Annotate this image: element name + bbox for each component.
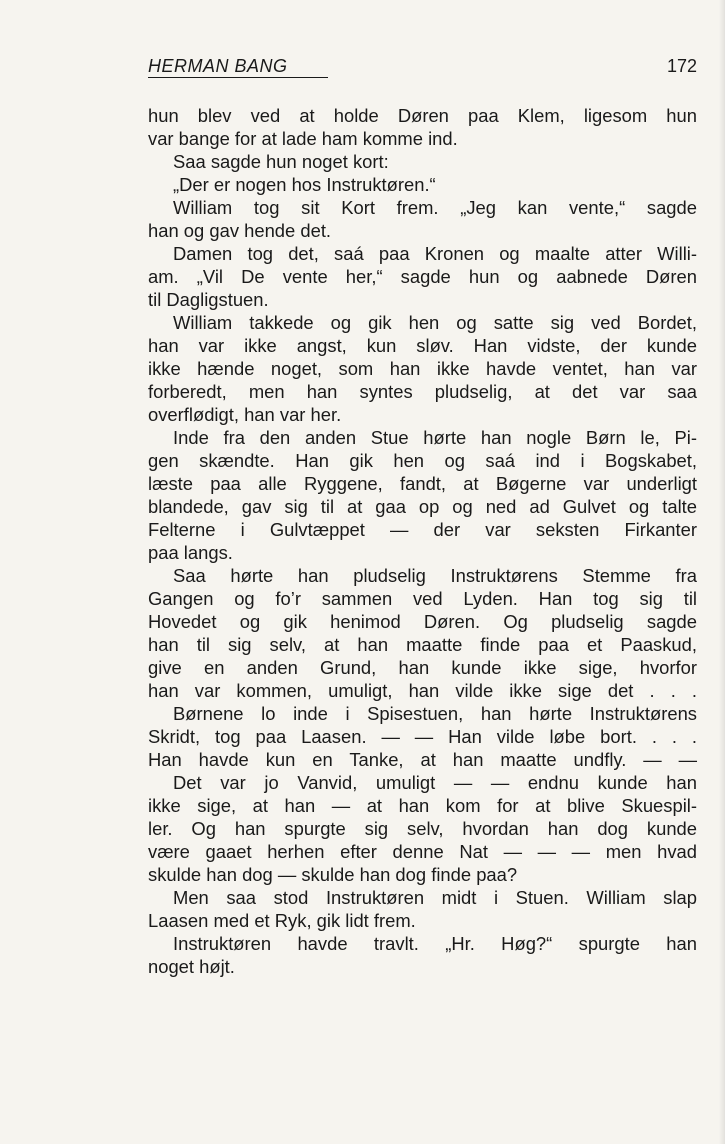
- text-line: Børnene lo inde i Spisestuen, han hørte Instruktørens: [173, 703, 697, 724]
- running-header: [148, 54, 697, 80]
- text-line: Damen tog det, saá paa Kronen og maalte atter Willi-: [173, 243, 697, 264]
- text-line: han til sig selv, at han maatte finde paa et Paaskud,: [148, 634, 697, 655]
- text-line: Instruktøren havde travlt. „Hr. Høg?“ spurgte han: [173, 933, 697, 954]
- text-line: Men saa stod Instruktøren midt i Stuen. William slap: [173, 887, 697, 908]
- text-line: gen skændte. Han gik hen og saá ind i Bogskabet,: [148, 450, 697, 471]
- text-line: give en anden Grund, han kunde ikke sige, hvorfor: [148, 657, 697, 678]
- text-line: William takkede og gik hen og satte sig ved Bordet,: [173, 312, 697, 333]
- body-text: [148, 104, 697, 978]
- text-line: overflødigt, han var her.: [148, 404, 342, 425]
- text-line: ler. Og han spurgte sig selv, hvordan han dog kunde: [148, 818, 697, 839]
- page-edge-shadow: [719, 0, 725, 1144]
- text-line: læste paa alle Ryggene, fandt, at Bøgerne var underligt: [148, 473, 697, 494]
- text-line: hun blev ved at holde Døren paa Klem, ligesom hun: [148, 105, 697, 126]
- text-line: Felterne i Gulvtæppet — der var seksten Firkanter: [148, 519, 697, 540]
- text-line: paa langs.: [148, 542, 233, 563]
- text-line: blandede, gav sig til at gaa op og ned ad Gulvet og talte: [148, 496, 697, 517]
- text-line: ikke sige, at han — at han kom for at blive Skuespil-: [148, 795, 697, 816]
- text-line: Saa sagde hun noget kort:: [173, 151, 389, 172]
- header-author: HERMAN BANG: [148, 56, 288, 76]
- text-line: Han havde kun en Tanke, at han maatte undfly. — —: [148, 749, 697, 770]
- text-line: Gangen og fo’r sammen ved Lyden. Han tog sig til: [148, 588, 697, 609]
- text-line: Inde fra den anden Stue hørte han nogle Børn le, Pi-: [173, 427, 697, 448]
- text-line: Laasen med et Ryk, gik lidt frem.: [148, 910, 416, 931]
- text-line: han var kommen, umuligt, han vilde ikke sige det . . .: [148, 680, 697, 701]
- text-line: han var ikke angst, kun sløv. Han vidste, der kunde: [148, 335, 697, 356]
- text-line: Det var jo Vanvid, umuligt — — endnu kunde han: [173, 772, 697, 793]
- page-number: 172: [666, 56, 697, 76]
- text-line: til Dagligstuen.: [148, 289, 269, 310]
- text-line: noget højt.: [148, 956, 235, 977]
- header-underline: [148, 77, 328, 78]
- text-line: han og gav hende det.: [148, 220, 332, 241]
- text-line: forberedt, men han syntes pludselig, at det var saa: [148, 381, 697, 402]
- text-line: Skridt, tog paa Laasen. — — Han vilde løbe bort. . . .: [148, 726, 697, 747]
- text-line: var bange for at lade ham komme ind.: [148, 128, 458, 149]
- text-line: være gaaet herhen efter denne Nat — — — men hvad: [148, 841, 697, 862]
- text-line: William tog sit Kort frem. „Jeg kan vente,“ sagde: [173, 197, 697, 218]
- text-line: Hovedet og gik henimod Døren. Og pludselig sagde: [148, 611, 697, 632]
- text-line: am. „Vil De vente her,“ sagde hun og aabnede Døren: [148, 266, 697, 287]
- text-line: Saa hørte han pludselig Instruktørens Stemme fra: [173, 565, 697, 586]
- text-line: „Der er nogen hos Instruktøren.“: [173, 174, 436, 195]
- text-line: ikke hænde noget, som han ikke havde ventet, han var: [148, 358, 697, 379]
- text-line: skulde han dog — skulde han dog finde paa?: [148, 864, 518, 885]
